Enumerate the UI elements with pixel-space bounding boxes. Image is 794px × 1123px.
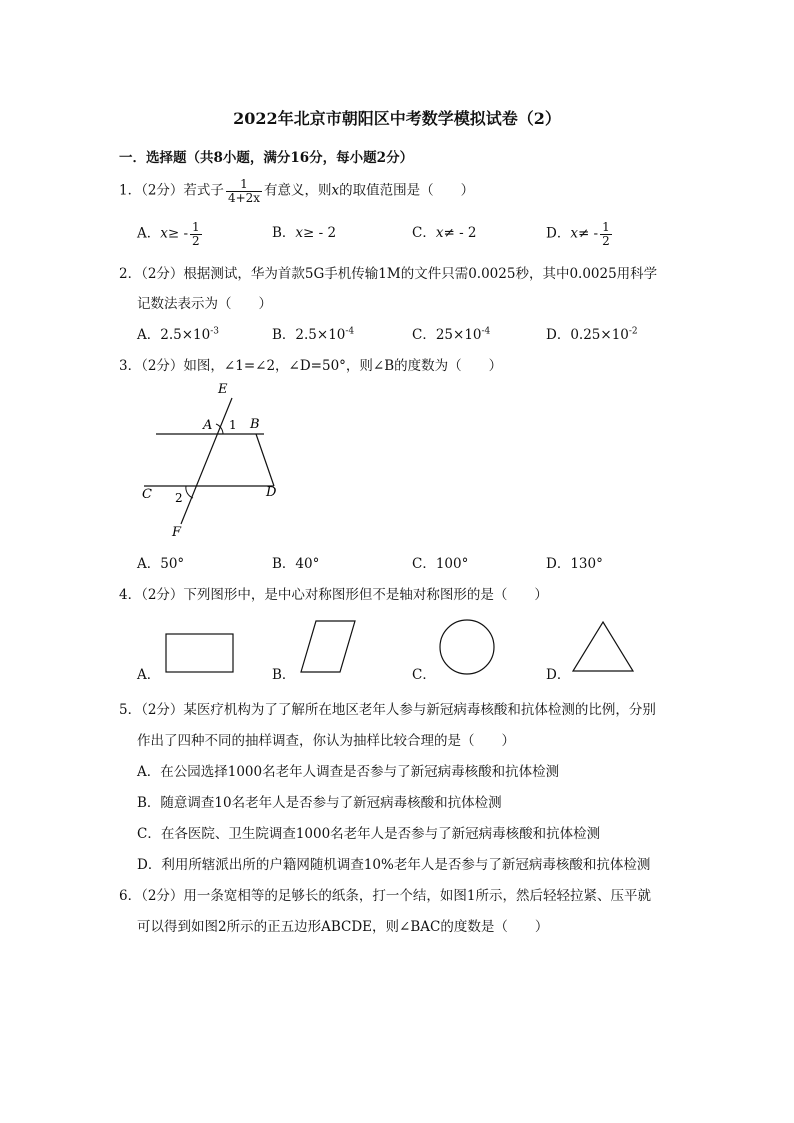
q3-label-2: 2 — [175, 491, 183, 505]
question-5-line-1: 5．（2分）某医疗机构为了了解所在地区老年人参与新冠病毒核酸和抗体检测的比例，分别 — [119, 702, 656, 718]
question-4-stem: 4．（2分）下列图形中，是中心对称图形但不是轴对称图形的是（ ） — [119, 587, 548, 603]
q2-opt-a-exp: -3 — [210, 326, 219, 337]
q2-opt-a-text: A．2.5×10 — [137, 327, 211, 343]
q3-label-e: E — [218, 382, 228, 397]
question-2-line-2: 记数法表示为（ ） — [137, 296, 272, 312]
q1-opt-d-num: 1 — [602, 220, 610, 234]
q1-opt-d-frac — [600, 221, 612, 247]
q3-label-b: B — [250, 417, 260, 432]
page-title: 2022年北京市朝阳区中考数学模拟试卷（2） — [233, 109, 561, 128]
q1-opt-b-prefix: B． — [272, 225, 296, 241]
q3-option-c: C．100° — [412, 556, 469, 572]
q4-triangle-shape — [570, 619, 636, 675]
q1-opt-d-var: x — [570, 225, 578, 242]
q4-circle-shape — [437, 617, 497, 677]
q1-var: x — [331, 182, 340, 199]
q1-fraction — [226, 178, 262, 204]
q5-option-a: A．在公园选择1000名老年人调查是否参与了新冠病毒核酸和抗体检测 — [137, 764, 560, 780]
q1-opt-b-var: x — [295, 225, 304, 241]
q1-opt-d-op: ≠ - — [577, 225, 599, 242]
q3-line-ef — [181, 398, 232, 524]
q2-opt-d-text: D．0.25×10 — [546, 327, 629, 343]
q2-option-d — [546, 323, 638, 343]
q1-opt-c-var: x — [435, 225, 444, 241]
q2-opt-c-text: C．25×10 — [412, 327, 482, 343]
q1-frac-num: 1 — [240, 177, 248, 191]
q3-label-f: F — [172, 525, 182, 540]
q3-label-1: 1 — [229, 418, 237, 432]
question-5-line-2: 作出了四种不同的抽样调查，你认为抽样比较合理的是（ ） — [137, 733, 515, 749]
q3-option-b: B．40° — [272, 556, 320, 572]
question-2-line-1: 2．（2分）根据测试，华为首款5G手机传输1M的文件只需0.0025秒，其中0.0025用科学 — [119, 266, 658, 282]
q1-frac-den: 4+2x — [227, 190, 261, 205]
q5-option-d: D．利用所辖派出所的户籍网随机调查10%老年人是否参与了新冠病毒核酸和抗体检测 — [137, 857, 651, 873]
q2-option-a — [137, 323, 219, 343]
q1-option-d — [546, 221, 614, 247]
q4-option-b: B． — [272, 667, 296, 683]
q4-rectangle-shape — [163, 631, 237, 675]
question-3-stem: 3．（2分）如图，∠1=∠2，∠D=50°，则∠B的度数为（ ） — [119, 358, 503, 374]
q2-opt-b-exp: -4 — [345, 326, 355, 337]
q1-opt-a-prefix: A． — [137, 225, 161, 242]
q3-label-c: C — [142, 487, 152, 502]
section-heading: 一．选择题（共8小题，满分16分，每小题2分） — [119, 150, 414, 166]
q1-opt-a-var: x — [160, 225, 168, 242]
question-6-line-2: 可以得到如图2所示的正五边形ABCDE，则∠BAC的度数是（ ） — [137, 919, 549, 935]
question-6-line-1: 6．（2分）用一条宽相等的足够长的纸条，打一个结，如图1所示，然后轻轻拉紧、压平就 — [119, 888, 652, 904]
q1-opt-c-prefix: C． — [412, 225, 436, 241]
q3-figure — [136, 378, 296, 540]
q3-label-a: A — [203, 418, 213, 433]
q2-option-c — [412, 323, 490, 343]
q1-stem-a: 1．（2分）若式子 — [119, 182, 224, 199]
q1-option-a — [137, 221, 204, 247]
q5-option-c: C．在各医院、卫生院调查1000名老年人是否参与了新冠病毒核酸和抗体检测 — [137, 826, 601, 842]
q4-option-c: C． — [412, 667, 436, 683]
q3-option-a: A．50° — [137, 556, 185, 572]
q4-option-a: A． — [137, 667, 161, 683]
q3-option-d: D．130° — [546, 556, 603, 572]
q1-option-b — [272, 221, 336, 241]
q1-opt-c-rest: ≠ - 2 — [443, 225, 477, 241]
q1-stem-b: 有意义，则 — [264, 182, 332, 199]
q2-option-b — [272, 323, 354, 343]
q1-opt-a-op: ≥ - — [167, 225, 189, 242]
q2-opt-d-exp: -2 — [628, 326, 638, 337]
q5-option-b: B．随意调查10名老年人是否参与了新冠病毒核酸和抗体检测 — [137, 795, 502, 811]
q1-option-c — [412, 221, 477, 241]
q1-opt-b-rest: ≥ - 2 — [303, 225, 337, 241]
q3-segment-bd — [256, 434, 274, 486]
q1-opt-a-frac — [190, 221, 202, 247]
question-1-stem — [119, 178, 474, 204]
q4-option-d: D． — [546, 667, 571, 683]
q2-opt-c-exp: -4 — [481, 326, 491, 337]
q1-opt-d-prefix: D． — [546, 225, 571, 242]
q4-parallelogram-shape — [298, 618, 358, 676]
q1-opt-a-num: 1 — [192, 220, 200, 234]
q2-opt-b-text: B．2.5×10 — [272, 327, 346, 343]
q3-label-d: D — [266, 485, 277, 500]
q1-stem-c: 的取值范围是（ ） — [339, 182, 475, 199]
q1-opt-d-den: 2 — [602, 233, 610, 248]
q1-opt-a-den: 2 — [192, 233, 200, 248]
